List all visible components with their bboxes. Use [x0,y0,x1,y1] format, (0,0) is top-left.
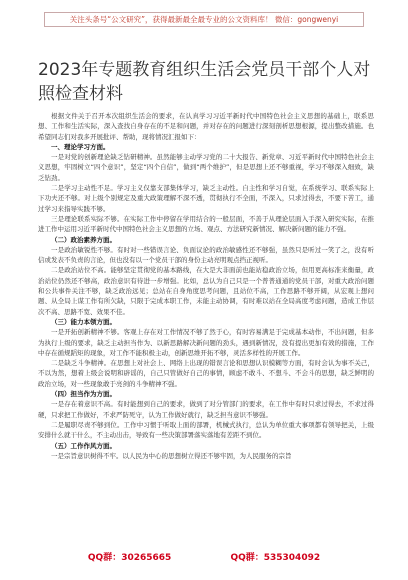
section-heading: 一、理论学习方面。 [51,142,110,151]
body-paragraph: 一是政治敏锐性不够。有时对一些错误言论、负面议论的政治敏感性还不够强，虽然只是听过一笑了之，没有听信或发表不负责的言论，但也没有以一个党员干部的身份主动亮明观点挡正视听。 [38,245,374,265]
footer-contacts [0,550,408,563]
body-paragraph: 一是宗旨意识树得不牢。以人民为中心的思想树立得还不够牢固，为人民服务的宗旨 [51,451,292,460]
qq-group-1: QQ群：30265665 [87,553,172,563]
body-paragraph: 二是缺乏斗争精神。在思想上对社会上、网络上出现的错误言论和思想认识模糊等方面，有时会认为事不关己，不以为然，想着上级会说明和辟谣的，自己只管做好自己的事情，顾虑不敢斗、不想斗、不会斗的思想，缺乏鲜明的政治立场，对一些现象敢于亮剑的斗争精神不强。 [38,359,374,388]
page-title: 2023年专题教育组织生活会党员干部个人对照检查材料 [38,60,371,104]
body-paragraph: 二是学习主动性不足。学习主义仅靠支部集体学习，缺乏主动性。自主性和学习自觉，在系统学习、联系实际上下功夫还不够。对上级个别规定及重大政策理解不深不透，贯彻执行不全面，不深入，只求过得去，不要下苦工，通过学习来指导实践不够。 [38,184,374,213]
body-paragraph: 一是开拓创新精神不够。客观上存在对工作情况不够了然于心，有时容易满足于完成基本动作，不出问题，但多为执行上级的要求，缺乏主动担当作为、以新思路解决新问题的劲头，遇到新情况，没有提出更加有效的措施，工作中存在循规蹈矩的现象，对工作不能积极主动，创新思维开拓不够，灵活多样性的开展工作。 [38,328,374,357]
body-paragraph: 一是存在着意识不高。有时能想到自己的要求，做到了对分管部门的要求，在工作中有时只求过得去，不求过得硬，只求把工作做好，不求严防死守，认为工作做好就行，缺乏担当意识不够强。 [38,400,374,419]
section-heading: （四）担当作为方面。 [51,390,116,399]
section-heading: （五）工作作风方面。 [51,441,116,450]
promo-banner[interactable]: 关注头条号“公文研究”，获得最新最全最专业的公文资料库！ 微信：gongwenyi [44,12,364,27]
body-paragraph: 根据文件关于召开本次组织生活会的要求，在认真学习习近平新时代中国特色社会主义思想的基础上，联系思想、工作和生活实际，深入查找自身存在的不足和问题，并对存在的问题进行深刻剖析思想根源，提出整改措施。也希望同志们对我多开展批评、帮助，现将情况汇报如下： [38,112,374,141]
body-paragraph: 二是政治站位不高。能够坚定贯彻党的基本路线，在大是大非面前也能站稳政治立场，但用更高标准来衡量，政治站位仍然还不够高，政治意识有待进一步增强。比如，总认为自己只是一个普普通通的党员干部，对重大政治问题和公共事件关注不够，缺乏政治远见；总站在自身角度思考问题，且站位不高，工作思路不够开阔，从宏观上想问题、从全局上谋工作有所欠缺，只限于完成本职工作，未能主动协调，有时难以站在全局高度考虑问题，造成工作层次不高、思路不宽、效果不佳。 [38,266,374,316]
qq-group-2: QQ群：535304092 [230,553,321,563]
section-heading: （三）能力本领方面。 [51,317,116,326]
body-paragraph: 一是对党的创新理论缺乏钻研精神。虽然能够主动学习党的二十大报告、新党章、习近平新时代中国特色社会主义思想，牢固树立“四个意识”，坚定“四个自信”，做到“两个维护”，但是思想上还不够重视，学习不够深入细致，缺乏钻劲。 [38,153,374,182]
document-body [38,111,374,461]
body-paragraph: 三是理论联系实际不够。在实际工作中停留在学用结合的一般层面，不善于从理论层面入手深入研究实际，在推进工作中运用习近平新时代中国特色社会主义思想的立场、观点、方法研究新情况、解决新问题的能力不强。 [38,214,374,234]
section-heading: （二）政治素养方面。 [51,235,116,244]
body-paragraph: 二是履职尽责不够到位。工作中习惯于听取上面的部署，机械式执行，总认为单位重大事项都有领导把关，上级安排什么就干什么，不主动出击，导致有一些决策部署落实落地有差距不到位。 [38,420,374,440]
